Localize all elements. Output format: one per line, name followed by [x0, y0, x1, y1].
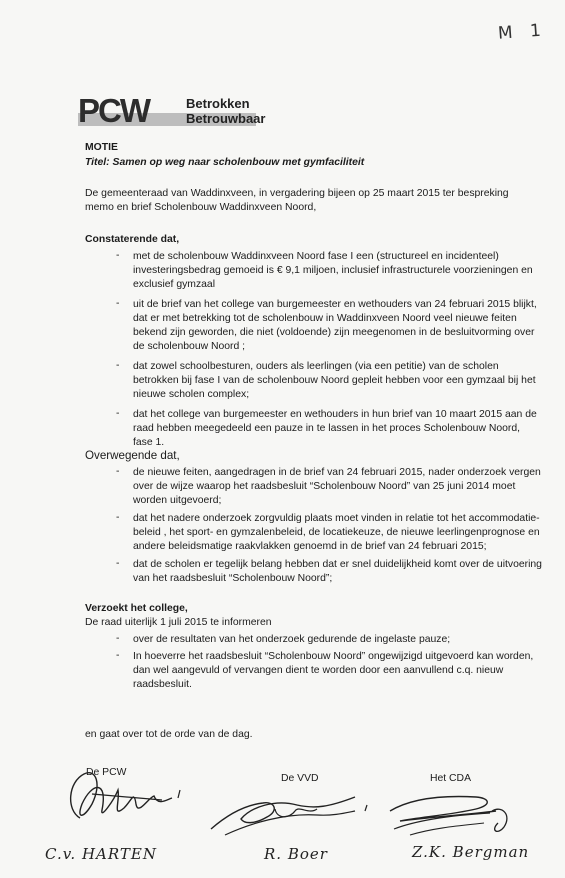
list-item-line: over de wijze waarop het raadsbesluit “Scholenbouw Noord” van 25 juni 2014 moet: [133, 481, 516, 492]
bullet: -: [116, 650, 120, 661]
signature-party-vvd: De VVD: [281, 773, 319, 784]
list-item-line: exclusief gymzaal: [133, 279, 216, 290]
list-item-line: dat het nadere onderzoek zorgvuldig plaats moet vinden in relatie tot het accommodatie-: [133, 513, 540, 524]
list-item-line: met de scholenbouw Waddinxveen Noord fase I een (structureel en incidenteel): [133, 251, 499, 262]
intro-line: memo en brief Scholenbouw Waddinxveen Noord,: [85, 202, 317, 213]
list-item-line: over de resultaten van het onderzoek gedurende de ingelaste pauze;: [133, 634, 451, 645]
section-heading-constaterende: Constaterende dat,: [85, 234, 180, 245]
page-mark: M 1: [497, 20, 548, 44]
list-item-line: raadsbesluit.: [133, 679, 192, 690]
section-heading-overwegende: Overwegende dat,: [85, 449, 180, 462]
bullet: -: [116, 360, 120, 371]
list-item-line: dan wel aangevuld of vervangen dient te worden door een aanvullend c.q. nieuw: [133, 665, 504, 676]
list-item-line: van het raadsbesluit “Scholenbouw Noord”;: [133, 573, 333, 584]
logo-tagline-2: Betrouwbaar: [186, 111, 266, 126]
list-item-line: worden uitgevoerd;: [133, 495, 222, 506]
logo-brand: PCW: [78, 92, 149, 129]
signature-vvd-icon: [205, 785, 375, 845]
list-item-line: de nieuwe feiten, aangedragen in de brief van 24 februari 2015, nader onderzoek vergen: [133, 467, 541, 478]
closing-line: en gaat over tot de orde van de dag.: [85, 729, 253, 740]
list-item-line: nieuwe scholen complex;: [133, 389, 250, 400]
bullet: -: [116, 250, 120, 261]
bullet: -: [116, 558, 120, 569]
list-item-line: investeringsbedrag gemoeid is € 9,1 miljoen, inclusief infrastructurele voorzieningen en: [133, 265, 533, 276]
bullet: -: [116, 298, 120, 309]
signature-party-pcw: De PCW: [86, 767, 127, 778]
signature-party-cda: Het CDA: [430, 773, 471, 784]
list-item-line: dat er met betrekking tot de scholenbouw in Waddinxveen Noord veel nieuwe feiten: [133, 313, 517, 324]
bullet: -: [116, 466, 120, 477]
signature-pcw-icon: [62, 760, 192, 840]
list-item-line: betrokken bij fase I van de scholenbouw Noord gepleit hebben voor een gymzaal bij het: [133, 375, 536, 386]
signature-name-pcw: C.v. HARTEN: [45, 845, 157, 863]
signature-name-vvd: R. Boer: [264, 845, 328, 863]
document-title: Titel: Samen op weg naar scholenbouw met gymfaciliteit: [85, 157, 365, 168]
logo-tagline-1: Betrokken: [186, 96, 250, 111]
list-item-line: de scholenbouw Noord ;: [133, 341, 246, 352]
verzoekt-lead: De raad uiterlijk 1 juli 2015 te informeren: [85, 617, 272, 628]
intro-line: De gemeenteraad van Waddinxveen, in vergadering bijeen op 25 maart 2015 ter bespreking: [85, 188, 509, 199]
list-item-line: fase 1.: [133, 437, 165, 448]
pcw-logo: [78, 94, 268, 128]
signature-cda-icon: [380, 785, 530, 845]
bullet: -: [116, 512, 120, 523]
list-item-line: bekend zijn geworden, die niet (voldoende) zijn meegenomen in de besluitvorming over: [133, 327, 535, 338]
bullet: -: [116, 408, 120, 419]
section-heading-verzoekt: Verzoekt het college,: [85, 603, 188, 614]
signature-name-cda: Z.K. Bergman: [412, 843, 530, 861]
list-item-line: andere beleidsmatige raakvlakken genoemd in de brief van 24 februari 2015;: [133, 541, 487, 552]
list-item-line: dat de scholen er tegelijk belang hebben dat er snel duidelijkheid komt over de uitvoering: [133, 559, 542, 570]
list-item-line: dat zowel schoolbesturen, ouders als leerlingen (via een petitie) van de scholen: [133, 361, 499, 372]
document-heading: MOTIE: [85, 142, 118, 153]
list-item-line: raad hebben meegedeeld een pauze in te lassen in het proces Scholenbouw Noord,: [133, 423, 521, 434]
list-item-line: dat het college van burgemeester en wethouders in hun brief van 10 maart 2015 aan de: [133, 409, 537, 420]
list-item-line: uit de brief van het college van burgemeester en wethouders van 24 februari 2015 blijkt,: [133, 299, 537, 310]
list-item-line: In hoeverre het raadsbesluit “Scholenbouw Noord” ongewijzigd uitgevoerd kan worden,: [133, 651, 534, 662]
list-item-line: beleid , het sport- en gymzalenbeleid, de locatiekeuze, de nieuwe leerlingenprognose en: [133, 527, 540, 538]
bullet: -: [116, 633, 120, 644]
